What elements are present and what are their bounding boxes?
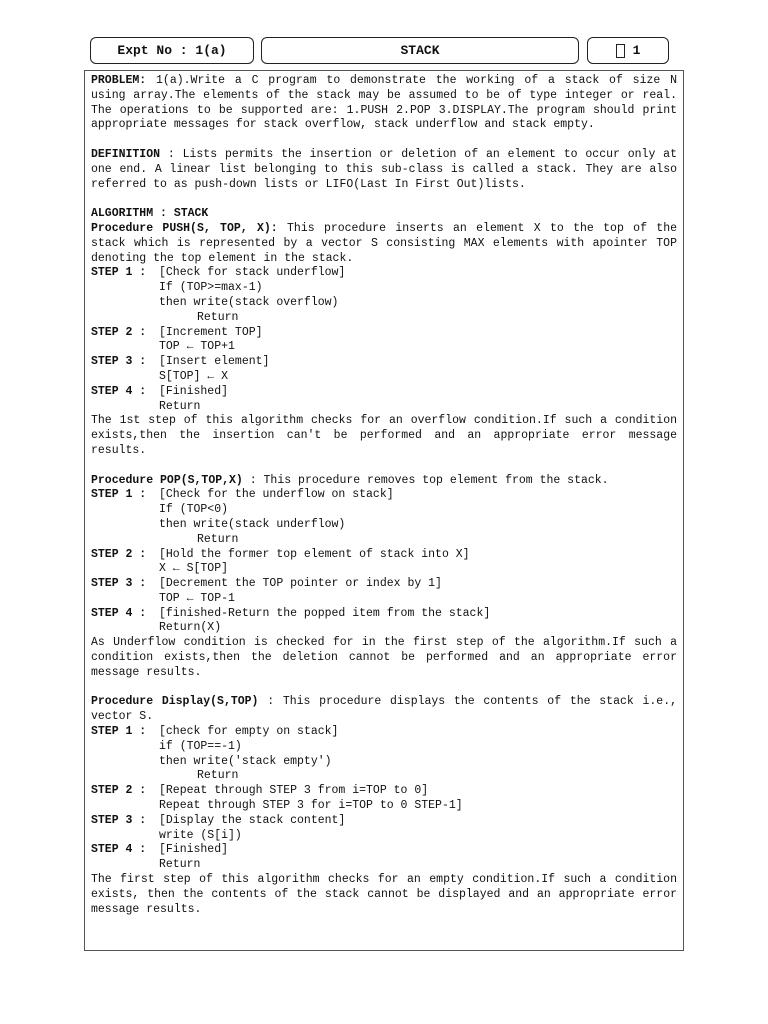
step-label: STEP 4 : [91,843,147,857]
page-number: 1 [632,43,641,58]
step-line: X ← S[TOP] [159,562,229,576]
step-line: If (TOP<0) [159,503,229,517]
step-line: S[TOP] ← X [159,369,229,383]
step-line: then write(stack underflow) [159,517,346,531]
step-label: STEP 2 : [91,784,147,798]
step-line [91,548,677,563]
display-text: : This procedure displays the contents of the stack i.e., vector S. [91,695,678,724]
problem-label: PROBLEM: [91,74,147,87]
definition-text: : Lists permits the insertion or deletion of an element to occur only at one end. A linear list belonging to this sub-class is called a stack. They are also referred to as push-down lists or LIFO(Last In First Out)lists. [91,147,677,191]
step-line: Return [159,858,201,872]
display-note: The first step of this algorithm checks for an empty condition.If such a condition exists, then the contents of the stack cannot be displayed and an appropriate error message results. [91,873,677,916]
title-box [261,37,579,64]
step-line: then write(stack overflow) [159,295,339,309]
step-label: STEP 4 : [91,384,147,398]
step-line [91,814,677,829]
content-frame [84,70,684,951]
pop-procedure-intro [91,474,677,489]
step-text: [Decrement the TOP pointer or index by 1] [159,577,442,591]
step-label: STEP 3 : [91,813,147,827]
step-label: STEP 2 : [91,547,147,561]
step-label: STEP 3 : [91,355,147,369]
step-line: Repeat through STEP 3 for i=TOP to 0 STEP-1] [159,799,463,813]
step-line: TOP ← TOP-1 [159,591,235,605]
step-text: [finished-Return the popped item from the stack] [159,606,491,620]
step-text: [Repeat through STEP 3 from i=TOP to 0] [159,784,429,798]
step-text: [Hold the former top element of stack into X] [159,547,470,561]
step-line [91,784,677,799]
step-text: [Check for the underflow on stack] [159,488,394,502]
display-steps [91,725,677,873]
experiment-number-box [90,37,254,64]
step-text: [Display the stack content] [159,813,346,827]
step-text: [Finished] [159,384,229,398]
push-note: The 1st step of this algorithm checks for an overflow condition.If such a condition exists,then the insertion can't be performed and an appropriate error message results. [91,414,677,457]
pop-label: Procedure POP(S,TOP,X) [91,473,243,487]
step-label: STEP 3 : [91,577,147,591]
pop-text: : This procedure removes top element from the stack. [242,473,609,487]
page-number-box [587,37,669,64]
step-line: Return(X) [159,621,222,635]
algorithm-heading: ALGORITHM : STACK [91,207,209,221]
step-label: STEP 1 : [91,488,147,502]
step-label: STEP 1 : [91,266,147,280]
step-return-line: Return [197,532,239,546]
step-line [91,385,677,400]
step-return-line: Return [197,310,239,324]
push-procedure-intro [91,222,677,266]
step-line: If (TOP>=max-1) [159,281,263,295]
push-text: This procedure inserts an element X to the top of the stack which is represented by a vector S consisting MAX elements with apointer TOP denoting the top element in the stack. [91,221,677,265]
push-label: Procedure PUSH(S, TOP, X): [91,221,278,235]
step-line: Return [159,399,201,413]
problem-text: 1(a).Write a C program to demonstrate the working of a stack of size N using array.The elements of the stack may be assumed to be of type integer or real. The operations to be supported are: 1.PUSH 2.POP 3.DISPLAY.The program should print appropriate messages for stack overflow, stack underflow and stack empty. [91,74,677,132]
step-text: [Increment TOP] [159,325,263,339]
step-text: [Check for stack underflow] [159,266,346,280]
display-procedure-intro [91,695,677,725]
step-text: [Finished] [159,843,229,857]
definition-label: DEFINITION [91,147,161,161]
step-text: [check for empty on stack] [159,725,339,739]
step-line [91,488,677,503]
step-line [91,843,677,858]
step-line: then write('stack empty') [159,754,332,768]
experiment-number: Expt No : 1(a) [117,43,227,58]
page-icon [616,44,625,58]
step-line: write (S[i]) [159,828,242,842]
step-label: STEP 1 : [91,725,147,739]
page-title: STACK [400,43,440,58]
step-line [91,266,677,281]
step-text: [Insert element] [159,355,270,369]
step-line: TOP ← TOP+1 [159,340,235,354]
step-line [91,577,677,592]
step-line [91,326,677,341]
step-line [91,607,677,622]
push-steps [91,266,677,414]
step-label: STEP 4 : [91,606,147,620]
display-label: Procedure Display(S,TOP) [91,695,259,709]
pop-note: As Underflow condition is checked for in the first step of the algorithm.If such a condition exists,then the deletion cannot be performed and an appropriate error message results. [91,636,677,679]
step-line [91,725,677,740]
step-line: if (TOP==-1) [159,739,242,753]
definition-paragraph [91,148,677,192]
step-label: STEP 2 : [91,325,147,339]
problem-paragraph [91,74,677,133]
pop-steps [91,488,677,636]
step-line [91,355,677,370]
step-return-line: Return [197,769,239,783]
